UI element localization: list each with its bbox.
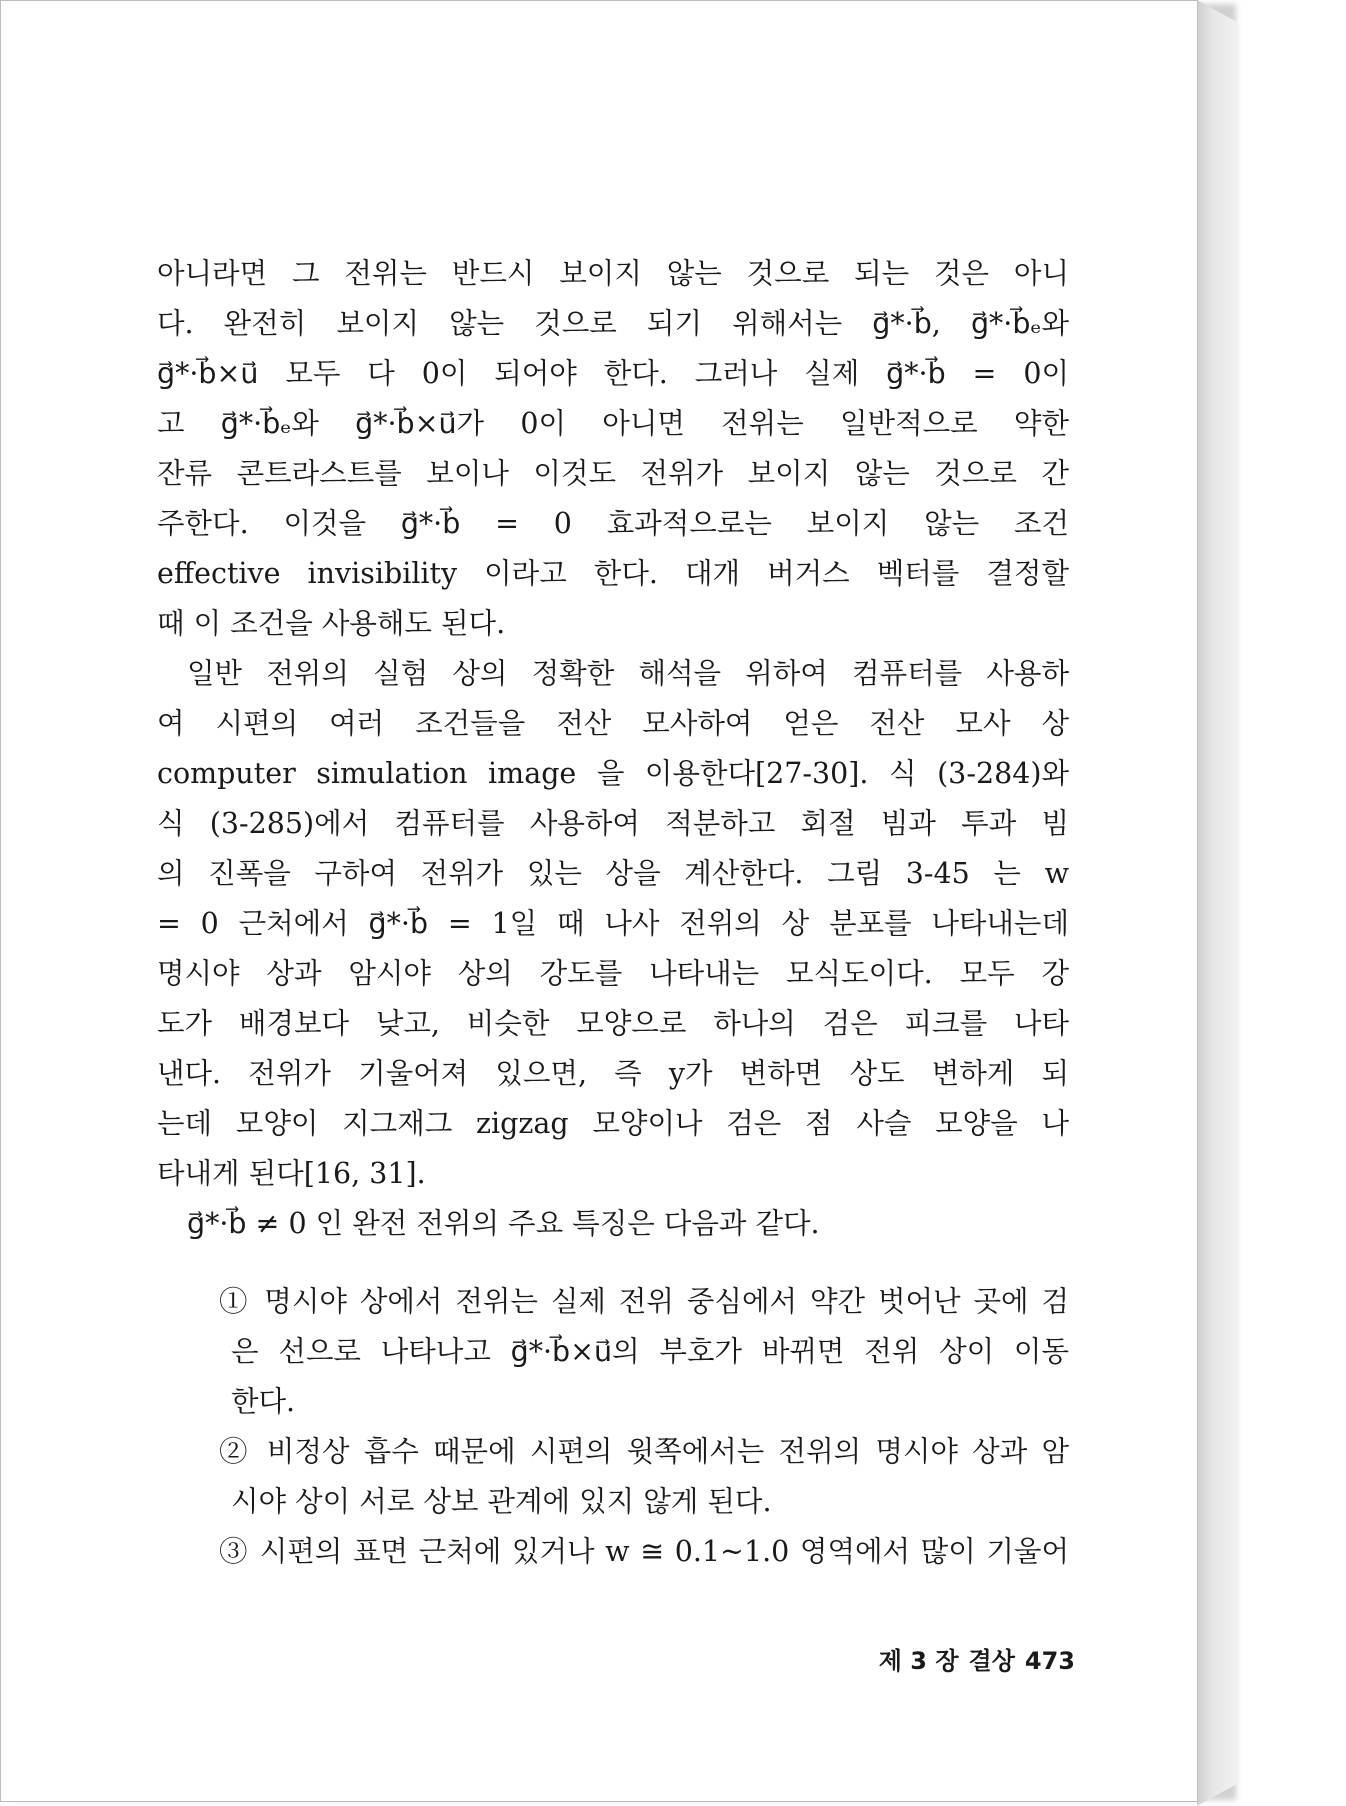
running-footer <box>839 1641 1075 1676</box>
paragraph-2-line: 여 시편의 여러 조건들을 전산 모사하여 얻은 전산 모사 상 <box>157 707 1069 740</box>
page-number: 473 <box>1024 1647 1075 1675</box>
footer-chapter: 제 3 장 <box>878 1647 959 1675</box>
paragraph-1-line: 다. 완전히 보이지 않는 것으로 되기 위해서는 g⃗*·b⃗, g⃗*·b⃗ₑ와 <box>157 307 1069 340</box>
list-item <box>157 1427 1069 1527</box>
paragraph-1-line: effective invisibility 이라고 한다. 대개 버거스 벡터를 결정할 <box>157 557 1069 590</box>
paragraph-1-line: 때 이 조건을 사용해도 된다. <box>157 607 506 640</box>
paragraph-2-line: 일반 전위의 실험 상의 정확한 해석을 위하여 컴퓨터를 사용하 <box>187 657 1069 690</box>
paragraph-2-line: 도가 배경보다 낮고, 비슷한 모양으로 하나의 검은 피크를 나타 <box>157 1007 1069 1040</box>
paragraph-2-line: 명시야 상과 암시야 상의 강도를 나타내는 모식도이다. 모두 강 <box>157 957 1069 990</box>
paragraph-1-line: 주한다. 이것을 g⃗*·b⃗ = 0 효과적으로는 보이지 않는 조건 <box>157 507 1069 540</box>
paragraph-2-line: 의 진폭을 구하여 전위가 있는 상을 계산한다. 그림 3-45 는 w <box>157 857 1069 890</box>
paragraph-2-line: = 0 근처에서 g⃗*·b⃗ = 1일 때 나사 전위의 상 분포를 나타내는데 <box>157 907 1069 940</box>
list-item-line: ② 비정상 흡수 때문에 시편의 윗쪽에서는 전위의 명시야 상과 암 <box>219 1435 1069 1468</box>
list-item-line: ① 명시야 상에서 전위는 실제 전위 중심에서 약간 벗어난 곳에 검 <box>219 1285 1069 1318</box>
paragraph-3-line: g⃗*·b⃗ ≠ 0 인 완전 전위의 주요 특징은 다음과 같다. <box>187 1207 820 1240</box>
paragraph-2-line: 낸다. 전위가 기울어져 있으면, 즉 y가 변하면 상도 변하게 되 <box>157 1057 1069 1090</box>
paragraph-1-line: 고 g⃗*·b⃗ₑ와 g⃗*·b⃗×u⃗가 0이 아니면 전위는 일반적으로 약한 <box>157 407 1069 440</box>
body-text <box>157 249 1069 1577</box>
list-item-line: ③ 시편의 표면 근처에 있거나 w ≅ 0.1~1.0 영역에서 많이 기울어 <box>219 1535 1069 1568</box>
list-item <box>157 1277 1069 1427</box>
list-item-line: 은 선으로 나타나고 g⃗*·b⃗×u⃗의 부호가 바뀌면 전위 상이 이동 <box>231 1335 1069 1368</box>
paragraph-2-line: 타내게 된다[16, 31]. <box>157 1157 426 1190</box>
feature-list <box>157 1277 1069 1577</box>
paragraph-1-line: 잔류 콘트라스트를 보이나 이것도 전위가 보이지 않는 것으로 간 <box>157 457 1069 490</box>
paragraph-2-line: computer simulation image 을 이용한다[27-30]. 식 (3-284)와 <box>157 757 1069 790</box>
page-edge <box>1197 0 1237 1806</box>
paragraph-1-line: g⃗*·b⃗×u⃗ 모두 다 0이 되어야 한다. 그러나 실제 g⃗*·b⃗ = 0이 <box>157 357 1069 390</box>
list-item <box>157 1527 1069 1577</box>
list-item-line: 시야 상이 서로 상보 관계에 있지 않게 된다. <box>231 1485 772 1518</box>
paragraph-2-line: 는데 모양이 지그재그 zigzag 모양이나 검은 점 사슬 모양을 나 <box>157 1107 1069 1140</box>
list-item-line: 한다. <box>231 1385 296 1418</box>
paragraph-2-line: 식 (3-285)에서 컴퓨터를 사용하여 적분하고 회절 빔과 투과 빔 <box>157 807 1069 840</box>
list-spacer <box>157 1249 1069 1277</box>
footer-title: 결상 <box>968 1647 1015 1675</box>
paragraph-1-line: 아니라면 그 전위는 반드시 보이지 않는 것으로 되는 것은 아니 <box>157 257 1069 290</box>
